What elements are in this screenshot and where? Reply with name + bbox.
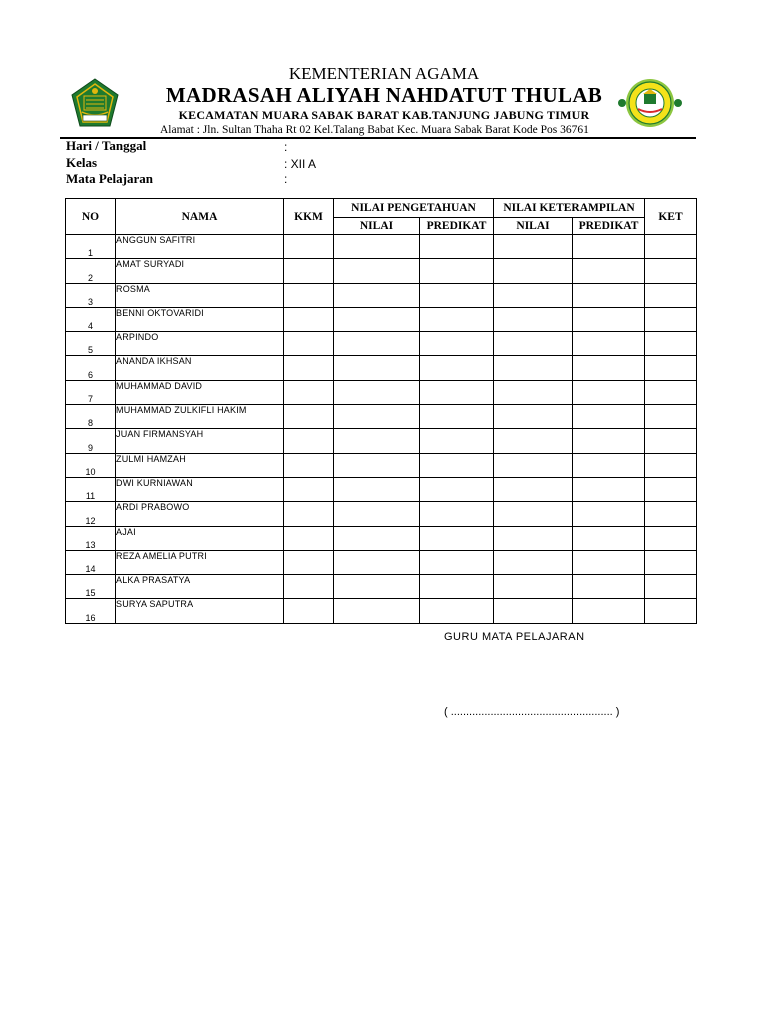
- ket-cell: [645, 550, 697, 574]
- subject-value: :: [284, 172, 288, 186]
- knowledge-score-cell: [334, 283, 420, 307]
- row-number: 5: [66, 332, 116, 356]
- knowledge-predicate-cell: [420, 477, 494, 501]
- skill-predicate-cell: [573, 550, 645, 574]
- skill-score-cell: [494, 380, 573, 404]
- knowledge-score-cell: [334, 502, 420, 526]
- student-name: MUHAMMAD DAVID: [116, 380, 284, 404]
- knowledge-predicate-cell: [420, 332, 494, 356]
- kkm-cell: [284, 526, 334, 550]
- signature-line: ( ..................................................... ): [444, 706, 620, 718]
- header-divider: [60, 137, 696, 139]
- knowledge-score-cell: [334, 477, 420, 501]
- knowledge-predicate-cell: [420, 405, 494, 429]
- student-name: ARDI PRABOWO: [116, 502, 284, 526]
- kkm-cell: [284, 575, 334, 599]
- ket-cell: [645, 526, 697, 550]
- knowledge-score-cell: [334, 259, 420, 283]
- skill-predicate-cell: [573, 453, 645, 477]
- kkm-cell: [284, 307, 334, 331]
- knowledge-predicate-cell: [420, 356, 494, 380]
- student-name: JUAN FIRMANSYAH: [116, 429, 284, 453]
- table-row: [66, 405, 697, 429]
- ket-cell: [645, 332, 697, 356]
- knowledge-score-cell: [334, 356, 420, 380]
- row-number: 16: [66, 599, 116, 623]
- column-group-skill: NILAI KETERAMPILAN: [494, 199, 645, 218]
- table-row: [66, 502, 697, 526]
- column-header-ket: KET: [645, 199, 697, 235]
- table-row: [66, 477, 697, 501]
- skill-predicate-cell: [573, 259, 645, 283]
- ket-cell: [645, 502, 697, 526]
- skill-predicate-cell: [573, 477, 645, 501]
- column-header-knowledge-score: NILAI: [334, 218, 420, 235]
- kkm-cell: [284, 283, 334, 307]
- knowledge-predicate-cell: [420, 575, 494, 599]
- knowledge-predicate-cell: [420, 380, 494, 404]
- ket-cell: [645, 380, 697, 404]
- day-date-label: Hari / Tanggal: [66, 138, 147, 153]
- table-row: [66, 429, 697, 453]
- row-number: 6: [66, 356, 116, 380]
- skill-score-cell: [494, 356, 573, 380]
- ket-cell: [645, 429, 697, 453]
- class-value: : XII A: [284, 157, 317, 171]
- kkm-cell: [284, 259, 334, 283]
- student-name: SURYA SAPUTRA: [116, 599, 284, 623]
- skill-score-cell: [494, 575, 573, 599]
- skill-score-cell: [494, 526, 573, 550]
- table-row: [66, 380, 697, 404]
- skill-score-cell: [494, 405, 573, 429]
- student-name: AMAT SURYADI: [116, 259, 284, 283]
- signature-title: GURU MATA PELAJARAN: [444, 631, 585, 643]
- knowledge-predicate-cell: [420, 283, 494, 307]
- class-label: Kelas: [66, 155, 98, 170]
- skill-predicate-cell: [573, 235, 645, 259]
- table-row: [66, 550, 697, 574]
- kkm-cell: [284, 429, 334, 453]
- student-name: ZULMI HAMZAH: [116, 453, 284, 477]
- knowledge-score-cell: [334, 599, 420, 623]
- kkm-cell: [284, 550, 334, 574]
- ket-cell: [645, 599, 697, 623]
- row-number: 8: [66, 405, 116, 429]
- kkm-cell: [284, 477, 334, 501]
- knowledge-predicate-cell: [420, 259, 494, 283]
- column-header-skill-score: NILAI: [494, 218, 573, 235]
- skill-predicate-cell: [573, 405, 645, 429]
- school-name: MADRASAH ALIYAH NAHDATUT THULAB: [165, 83, 603, 107]
- table-row: [66, 599, 697, 623]
- skill-score-cell: [494, 332, 573, 356]
- ket-cell: [645, 575, 697, 599]
- skill-predicate-cell: [573, 356, 645, 380]
- knowledge-score-cell: [334, 429, 420, 453]
- skill-predicate-cell: [573, 380, 645, 404]
- knowledge-score-cell: [334, 453, 420, 477]
- column-group-knowledge: NILAI PENGETAHUAN: [334, 199, 494, 218]
- skill-score-cell: [494, 550, 573, 574]
- subject-label: Mata Pelajaran: [66, 171, 154, 186]
- skill-predicate-cell: [573, 307, 645, 331]
- grade-table: [65, 198, 697, 624]
- row-number: 9: [66, 429, 116, 453]
- row-number: 2: [66, 259, 116, 283]
- skill-predicate-cell: [573, 502, 645, 526]
- knowledge-predicate-cell: [420, 526, 494, 550]
- day-date-value: :: [284, 140, 288, 154]
- row-number: 11: [66, 477, 116, 501]
- student-name: ANGGUN SAFITRI: [116, 235, 284, 259]
- skill-score-cell: [494, 502, 573, 526]
- student-name: ROSMA: [116, 283, 284, 307]
- row-number: 13: [66, 526, 116, 550]
- knowledge-score-cell: [334, 526, 420, 550]
- table-row: [66, 453, 697, 477]
- ket-cell: [645, 477, 697, 501]
- skill-predicate-cell: [573, 283, 645, 307]
- skill-score-cell: [494, 259, 573, 283]
- kkm-cell: [284, 405, 334, 429]
- student-name: BENNI OKTOVARIDI: [116, 307, 284, 331]
- column-header-name: NAMA: [116, 199, 284, 235]
- ministry-name: KEMENTERIAN AGAMA: [288, 64, 480, 83]
- ket-cell: [645, 259, 697, 283]
- table-row: [66, 332, 697, 356]
- knowledge-score-cell: [334, 307, 420, 331]
- kkm-cell: [284, 380, 334, 404]
- skill-score-cell: [494, 477, 573, 501]
- skill-score-cell: [494, 599, 573, 623]
- knowledge-predicate-cell: [420, 235, 494, 259]
- skill-predicate-cell: [573, 599, 645, 623]
- student-name: REZA AMELIA PUTRI: [116, 550, 284, 574]
- letterhead: [0, 0, 768, 140]
- school-district: KECAMATAN MUARA SABAK BARAT KAB.TANJUNG JABUNG TIMUR: [178, 108, 590, 122]
- row-number: 7: [66, 380, 116, 404]
- ket-cell: [645, 453, 697, 477]
- student-name: MUHAMMAD ZULKIFLI HAKIM: [116, 405, 284, 429]
- ket-cell: [645, 235, 697, 259]
- student-name: DWI KURNIAWAN: [116, 477, 284, 501]
- student-name: AJAI: [116, 526, 284, 550]
- skill-score-cell: [494, 429, 573, 453]
- table-row: [66, 259, 697, 283]
- kkm-cell: [284, 332, 334, 356]
- knowledge-score-cell: [334, 550, 420, 574]
- row-number: 12: [66, 502, 116, 526]
- knowledge-predicate-cell: [420, 502, 494, 526]
- table-row: [66, 526, 697, 550]
- column-header-skill-predicate: PREDIKAT: [573, 218, 645, 235]
- skill-predicate-cell: [573, 526, 645, 550]
- school-address: Alamat : Jln. Sultan Thaha Rt 02 Kel.Talang Babat Kec. Muara Sabak Barat Kode Pos 36761: [160, 124, 589, 136]
- student-name: ANANDA IKHSAN: [116, 356, 284, 380]
- row-number: 3: [66, 283, 116, 307]
- kkm-cell: [284, 453, 334, 477]
- skill-predicate-cell: [573, 429, 645, 453]
- knowledge-score-cell: [334, 575, 420, 599]
- student-name: ALKA PRASATYA: [116, 575, 284, 599]
- kkm-cell: [284, 599, 334, 623]
- row-number: 14: [66, 550, 116, 574]
- student-name: ARPINDO: [116, 332, 284, 356]
- knowledge-score-cell: [334, 405, 420, 429]
- table-row: [66, 356, 697, 380]
- grade-table-body: [66, 235, 697, 624]
- skill-score-cell: [494, 453, 573, 477]
- table-row: [66, 575, 697, 599]
- ket-cell: [645, 405, 697, 429]
- row-number: 15: [66, 575, 116, 599]
- ket-cell: [645, 356, 697, 380]
- skill-predicate-cell: [573, 332, 645, 356]
- column-header-no: NO: [66, 199, 116, 235]
- knowledge-score-cell: [334, 235, 420, 259]
- skill-score-cell: [494, 235, 573, 259]
- kkm-cell: [284, 235, 334, 259]
- table-row: [66, 307, 697, 331]
- table-row: [66, 235, 697, 259]
- knowledge-predicate-cell: [420, 307, 494, 331]
- kkm-cell: [284, 502, 334, 526]
- skill-score-cell: [494, 307, 573, 331]
- column-header-knowledge-predicate: PREDIKAT: [420, 218, 494, 235]
- knowledge-score-cell: [334, 380, 420, 404]
- row-number: 10: [66, 453, 116, 477]
- kkm-cell: [284, 356, 334, 380]
- row-number: 1: [66, 235, 116, 259]
- row-number: 4: [66, 307, 116, 331]
- knowledge-predicate-cell: [420, 599, 494, 623]
- column-header-kkm: KKM: [284, 199, 334, 235]
- knowledge-predicate-cell: [420, 453, 494, 477]
- ket-cell: [645, 307, 697, 331]
- skill-score-cell: [494, 283, 573, 307]
- table-row: [66, 283, 697, 307]
- knowledge-score-cell: [334, 332, 420, 356]
- knowledge-predicate-cell: [420, 550, 494, 574]
- skill-predicate-cell: [573, 575, 645, 599]
- ket-cell: [645, 283, 697, 307]
- knowledge-predicate-cell: [420, 429, 494, 453]
